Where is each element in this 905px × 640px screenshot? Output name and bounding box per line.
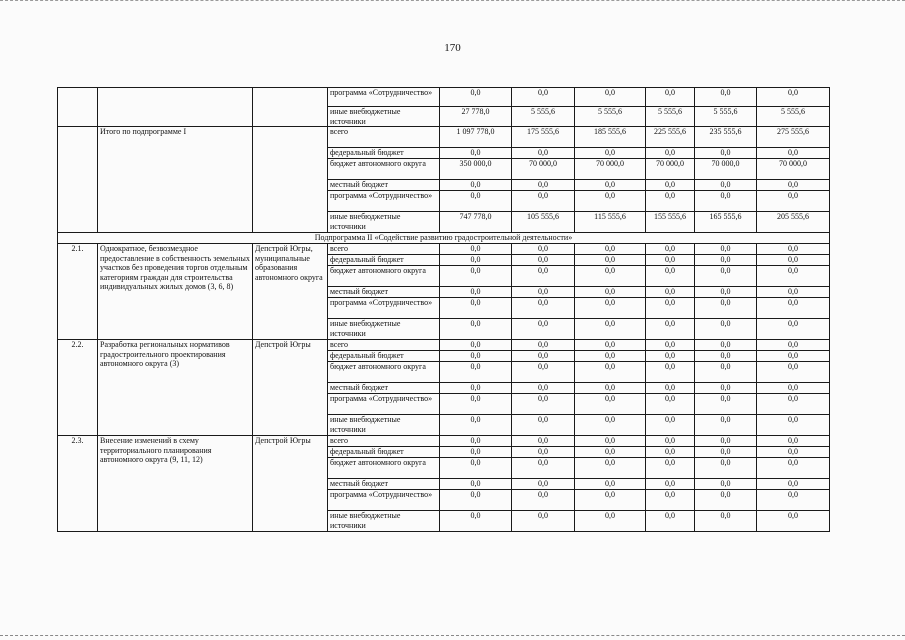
amount-cell: 0,0 — [512, 340, 575, 351]
amount-cell: 0,0 — [440, 319, 512, 340]
activity-name: Разработка региональных нормативов градостроительного проектирования автономного округа (3) — [98, 340, 253, 436]
amount-cell: 0,0 — [440, 415, 512, 436]
amount-cell: 0,0 — [512, 490, 575, 511]
amount-cell: 0,0 — [757, 255, 830, 266]
funding-source: бюджет автономного округа — [328, 159, 440, 180]
amount-cell: 5 555,6 — [575, 107, 646, 127]
amount-cell: 0,0 — [512, 383, 575, 394]
amount-cell: 0,0 — [440, 383, 512, 394]
activity-number: 2.3. — [58, 436, 98, 532]
funding-source: иные внебюджетные источники — [328, 511, 440, 532]
amount-cell: 0,0 — [440, 180, 512, 191]
amount-cell: 0,0 — [757, 362, 830, 383]
table-row — [58, 88, 830, 107]
row-number — [58, 88, 98, 127]
amount-cell: 0,0 — [512, 447, 575, 458]
amount-cell: 0,0 — [512, 362, 575, 383]
amount-cell: 185 555,6 — [575, 127, 646, 148]
amount-cell: 105 555,6 — [512, 212, 575, 233]
amount-cell: 0,0 — [575, 266, 646, 287]
amount-cell: 0,0 — [757, 479, 830, 490]
subprogram-title: Подпрограмма II «Содействие развитию градостроительной деятельности» — [58, 233, 830, 244]
amount-cell: 0,0 — [646, 394, 695, 415]
amount-cell: 0,0 — [575, 383, 646, 394]
amount-cell: 0,0 — [512, 88, 575, 107]
amount-cell: 0,0 — [757, 447, 830, 458]
amount-cell: 0,0 — [440, 340, 512, 351]
amount-cell: 0,0 — [695, 244, 757, 255]
scan-edge-top — [0, 0, 905, 5]
amount-cell: 0,0 — [695, 298, 757, 319]
amount-cell: 0,0 — [575, 191, 646, 212]
amount-cell: 70 000,0 — [575, 159, 646, 180]
amount-cell: 0,0 — [512, 180, 575, 191]
amount-cell: 0,0 — [646, 148, 695, 159]
amount-cell: 0,0 — [646, 319, 695, 340]
amount-cell: 0,0 — [575, 180, 646, 191]
amount-cell: 0,0 — [512, 266, 575, 287]
amount-cell: 0,0 — [440, 394, 512, 415]
activity-number: 2.2. — [58, 340, 98, 436]
funding-source: местный бюджет — [328, 479, 440, 490]
amount-cell: 70 000,0 — [512, 159, 575, 180]
amount-cell: 0,0 — [695, 458, 757, 479]
amount-cell: 0,0 — [695, 415, 757, 436]
amount-cell: 0,0 — [575, 148, 646, 159]
amount-cell: 155 555,6 — [646, 212, 695, 233]
amount-cell: 0,0 — [440, 287, 512, 298]
amount-cell: 0,0 — [575, 287, 646, 298]
amount-cell: 0,0 — [646, 479, 695, 490]
amount-cell: 0,0 — [440, 458, 512, 479]
executor — [253, 88, 328, 127]
amount-cell: 0,0 — [575, 255, 646, 266]
amount-cell: 0,0 — [440, 351, 512, 362]
amount-cell: 70 000,0 — [646, 159, 695, 180]
amount-cell: 275 555,6 — [757, 127, 830, 148]
subprogram-header-row — [58, 233, 830, 244]
amount-cell: 0,0 — [512, 458, 575, 479]
amount-cell: 165 555,6 — [695, 212, 757, 233]
amount-cell: 0,0 — [757, 287, 830, 298]
amount-cell: 747 778,0 — [440, 212, 512, 233]
funding-source: бюджет автономного округа — [328, 266, 440, 287]
amount-cell: 0,0 — [440, 362, 512, 383]
table-row — [58, 340, 830, 351]
scan-edge-bottom — [0, 635, 905, 636]
amount-cell: 0,0 — [646, 244, 695, 255]
amount-cell: 0,0 — [695, 266, 757, 287]
amount-cell: 0,0 — [512, 436, 575, 447]
amount-cell: 0,0 — [757, 191, 830, 212]
amount-cell: 0,0 — [646, 458, 695, 479]
funding-source: федеральный бюджет — [328, 351, 440, 362]
amount-cell: 115 555,6 — [575, 212, 646, 233]
activity-name: Внесение изменений в схему территориального планирования автономного округа (9, 11, 12) — [98, 436, 253, 532]
amount-cell: 0,0 — [646, 362, 695, 383]
funding-source: программа «Сотрудничество» — [328, 88, 440, 107]
amount-cell: 205 555,6 — [757, 212, 830, 233]
amount-cell: 0,0 — [695, 394, 757, 415]
amount-cell: 0,0 — [695, 191, 757, 212]
funding-source: всего — [328, 436, 440, 447]
amount-cell: 0,0 — [512, 191, 575, 212]
subtotal-label: Итого по подпрограмме I — [98, 127, 253, 233]
amount-cell: 0,0 — [646, 287, 695, 298]
activity-name — [98, 88, 253, 127]
amount-cell: 0,0 — [440, 298, 512, 319]
amount-cell: 350 000,0 — [440, 159, 512, 180]
funding-source: бюджет автономного округа — [328, 458, 440, 479]
amount-cell: 0,0 — [757, 88, 830, 107]
activity-number: 2.1. — [58, 244, 98, 340]
executor: Депстрой Югры, муниципальные образования автономного округа — [253, 244, 328, 340]
amount-cell: 0,0 — [575, 511, 646, 532]
amount-cell: 1 097 778,0 — [440, 127, 512, 148]
amount-cell: 0,0 — [440, 511, 512, 532]
amount-cell: 5 555,6 — [646, 107, 695, 127]
funding-source: федеральный бюджет — [328, 447, 440, 458]
amount-cell: 0,0 — [575, 436, 646, 447]
amount-cell: 0,0 — [440, 148, 512, 159]
amount-cell: 0,0 — [757, 180, 830, 191]
amount-cell: 0,0 — [695, 319, 757, 340]
amount-cell: 0,0 — [440, 88, 512, 107]
amount-cell: 0,0 — [695, 436, 757, 447]
amount-cell: 0,0 — [646, 266, 695, 287]
amount-cell: 70 000,0 — [695, 159, 757, 180]
amount-cell: 0,0 — [512, 319, 575, 340]
amount-cell: 0,0 — [575, 244, 646, 255]
table-row — [58, 436, 830, 447]
amount-cell: 0,0 — [512, 415, 575, 436]
amount-cell: 0,0 — [695, 511, 757, 532]
amount-cell: 0,0 — [512, 479, 575, 490]
budget-table — [57, 87, 830, 532]
amount-cell: 0,0 — [575, 458, 646, 479]
amount-cell: 0,0 — [575, 319, 646, 340]
amount-cell: 0,0 — [757, 319, 830, 340]
amount-cell: 0,0 — [757, 394, 830, 415]
amount-cell: 0,0 — [646, 255, 695, 266]
amount-cell: 0,0 — [646, 191, 695, 212]
table-row — [58, 127, 830, 148]
funding-source: всего — [328, 127, 440, 148]
amount-cell: 0,0 — [695, 148, 757, 159]
amount-cell: 0,0 — [575, 490, 646, 511]
amount-cell: 0,0 — [440, 436, 512, 447]
amount-cell: 0,0 — [646, 490, 695, 511]
funding-source: программа «Сотрудничество» — [328, 191, 440, 212]
activity-name: Однократное, безвозмездное предоставление в собственность земельных участков без проведения торгов отдельным категориям граждан для строительства индивидуальных жилых домов (3, 6, 8) — [98, 244, 253, 340]
amount-cell: 0,0 — [512, 511, 575, 532]
amount-cell: 0,0 — [512, 255, 575, 266]
amount-cell: 0,0 — [646, 298, 695, 319]
amount-cell: 0,0 — [575, 88, 646, 107]
amount-cell: 0,0 — [695, 362, 757, 383]
amount-cell: 0,0 — [575, 340, 646, 351]
amount-cell: 0,0 — [757, 436, 830, 447]
amount-cell: 0,0 — [757, 340, 830, 351]
row-number — [58, 127, 98, 233]
amount-cell: 0,0 — [695, 287, 757, 298]
funding-source: федеральный бюджет — [328, 148, 440, 159]
amount-cell: 0,0 — [440, 447, 512, 458]
executor: Депстрой Югры — [253, 436, 328, 532]
amount-cell: 0,0 — [646, 436, 695, 447]
amount-cell: 235 555,6 — [695, 127, 757, 148]
amount-cell: 0,0 — [512, 351, 575, 362]
amount-cell: 0,0 — [757, 415, 830, 436]
amount-cell: 0,0 — [695, 88, 757, 107]
funding-source: иные внебюджетные источники — [328, 415, 440, 436]
amount-cell: 0,0 — [757, 511, 830, 532]
amount-cell: 0,0 — [695, 447, 757, 458]
amount-cell: 5 555,6 — [757, 107, 830, 127]
funding-source: местный бюджет — [328, 180, 440, 191]
funding-source: иные внебюджетные источники — [328, 107, 440, 127]
funding-source: бюджет автономного округа — [328, 362, 440, 383]
amount-cell: 0,0 — [646, 415, 695, 436]
amount-cell: 0,0 — [512, 148, 575, 159]
amount-cell: 0,0 — [695, 180, 757, 191]
amount-cell: 0,0 — [512, 298, 575, 319]
amount-cell: 175 555,6 — [512, 127, 575, 148]
amount-cell: 70 000,0 — [757, 159, 830, 180]
amount-cell: 0,0 — [575, 362, 646, 383]
amount-cell: 0,0 — [757, 266, 830, 287]
amount-cell: 0,0 — [757, 383, 830, 394]
amount-cell: 0,0 — [575, 298, 646, 319]
page-number: 170 — [444, 42, 461, 54]
amount-cell: 0,0 — [695, 340, 757, 351]
amount-cell: 5 555,6 — [512, 107, 575, 127]
funding-source: программа «Сотрудничество» — [328, 394, 440, 415]
amount-cell: 0,0 — [646, 340, 695, 351]
amount-cell: 225 555,6 — [646, 127, 695, 148]
amount-cell: 5 555,6 — [695, 107, 757, 127]
funding-source: всего — [328, 340, 440, 351]
amount-cell: 0,0 — [695, 351, 757, 362]
amount-cell: 0,0 — [575, 447, 646, 458]
amount-cell: 0,0 — [512, 287, 575, 298]
executor — [253, 127, 328, 233]
amount-cell: 0,0 — [512, 244, 575, 255]
amount-cell: 0,0 — [757, 148, 830, 159]
amount-cell: 0,0 — [575, 394, 646, 415]
amount-cell: 0,0 — [757, 458, 830, 479]
amount-cell: 0,0 — [757, 298, 830, 319]
executor: Депстрой Югры — [253, 340, 328, 436]
funding-source: иные внебюджетные источники — [328, 212, 440, 233]
amount-cell: 0,0 — [695, 479, 757, 490]
amount-cell: 0,0 — [575, 479, 646, 490]
amount-cell: 0,0 — [440, 191, 512, 212]
amount-cell: 0,0 — [695, 490, 757, 511]
amount-cell: 0,0 — [440, 479, 512, 490]
amount-cell: 0,0 — [646, 447, 695, 458]
amount-cell: 0,0 — [440, 490, 512, 511]
amount-cell: 0,0 — [757, 244, 830, 255]
amount-cell: 0,0 — [440, 244, 512, 255]
funding-source: программа «Сотрудничество» — [328, 490, 440, 511]
amount-cell: 0,0 — [440, 266, 512, 287]
amount-cell: 0,0 — [575, 351, 646, 362]
amount-cell: 0,0 — [646, 511, 695, 532]
amount-cell: 0,0 — [512, 394, 575, 415]
amount-cell: 0,0 — [757, 351, 830, 362]
amount-cell: 0,0 — [695, 255, 757, 266]
amount-cell: 0,0 — [440, 255, 512, 266]
amount-cell: 0,0 — [757, 490, 830, 511]
funding-source: федеральный бюджет — [328, 255, 440, 266]
funding-source: всего — [328, 244, 440, 255]
amount-cell: 0,0 — [646, 383, 695, 394]
amount-cell: 27 778,0 — [440, 107, 512, 127]
table-row — [58, 244, 830, 255]
funding-source: местный бюджет — [328, 287, 440, 298]
amount-cell: 0,0 — [646, 88, 695, 107]
amount-cell: 0,0 — [695, 383, 757, 394]
funding-source: иные внебюджетные источники — [328, 319, 440, 340]
amount-cell: 0,0 — [646, 180, 695, 191]
funding-source: программа «Сотрудничество» — [328, 298, 440, 319]
amount-cell: 0,0 — [646, 351, 695, 362]
funding-source: местный бюджет — [328, 383, 440, 394]
amount-cell: 0,0 — [575, 415, 646, 436]
